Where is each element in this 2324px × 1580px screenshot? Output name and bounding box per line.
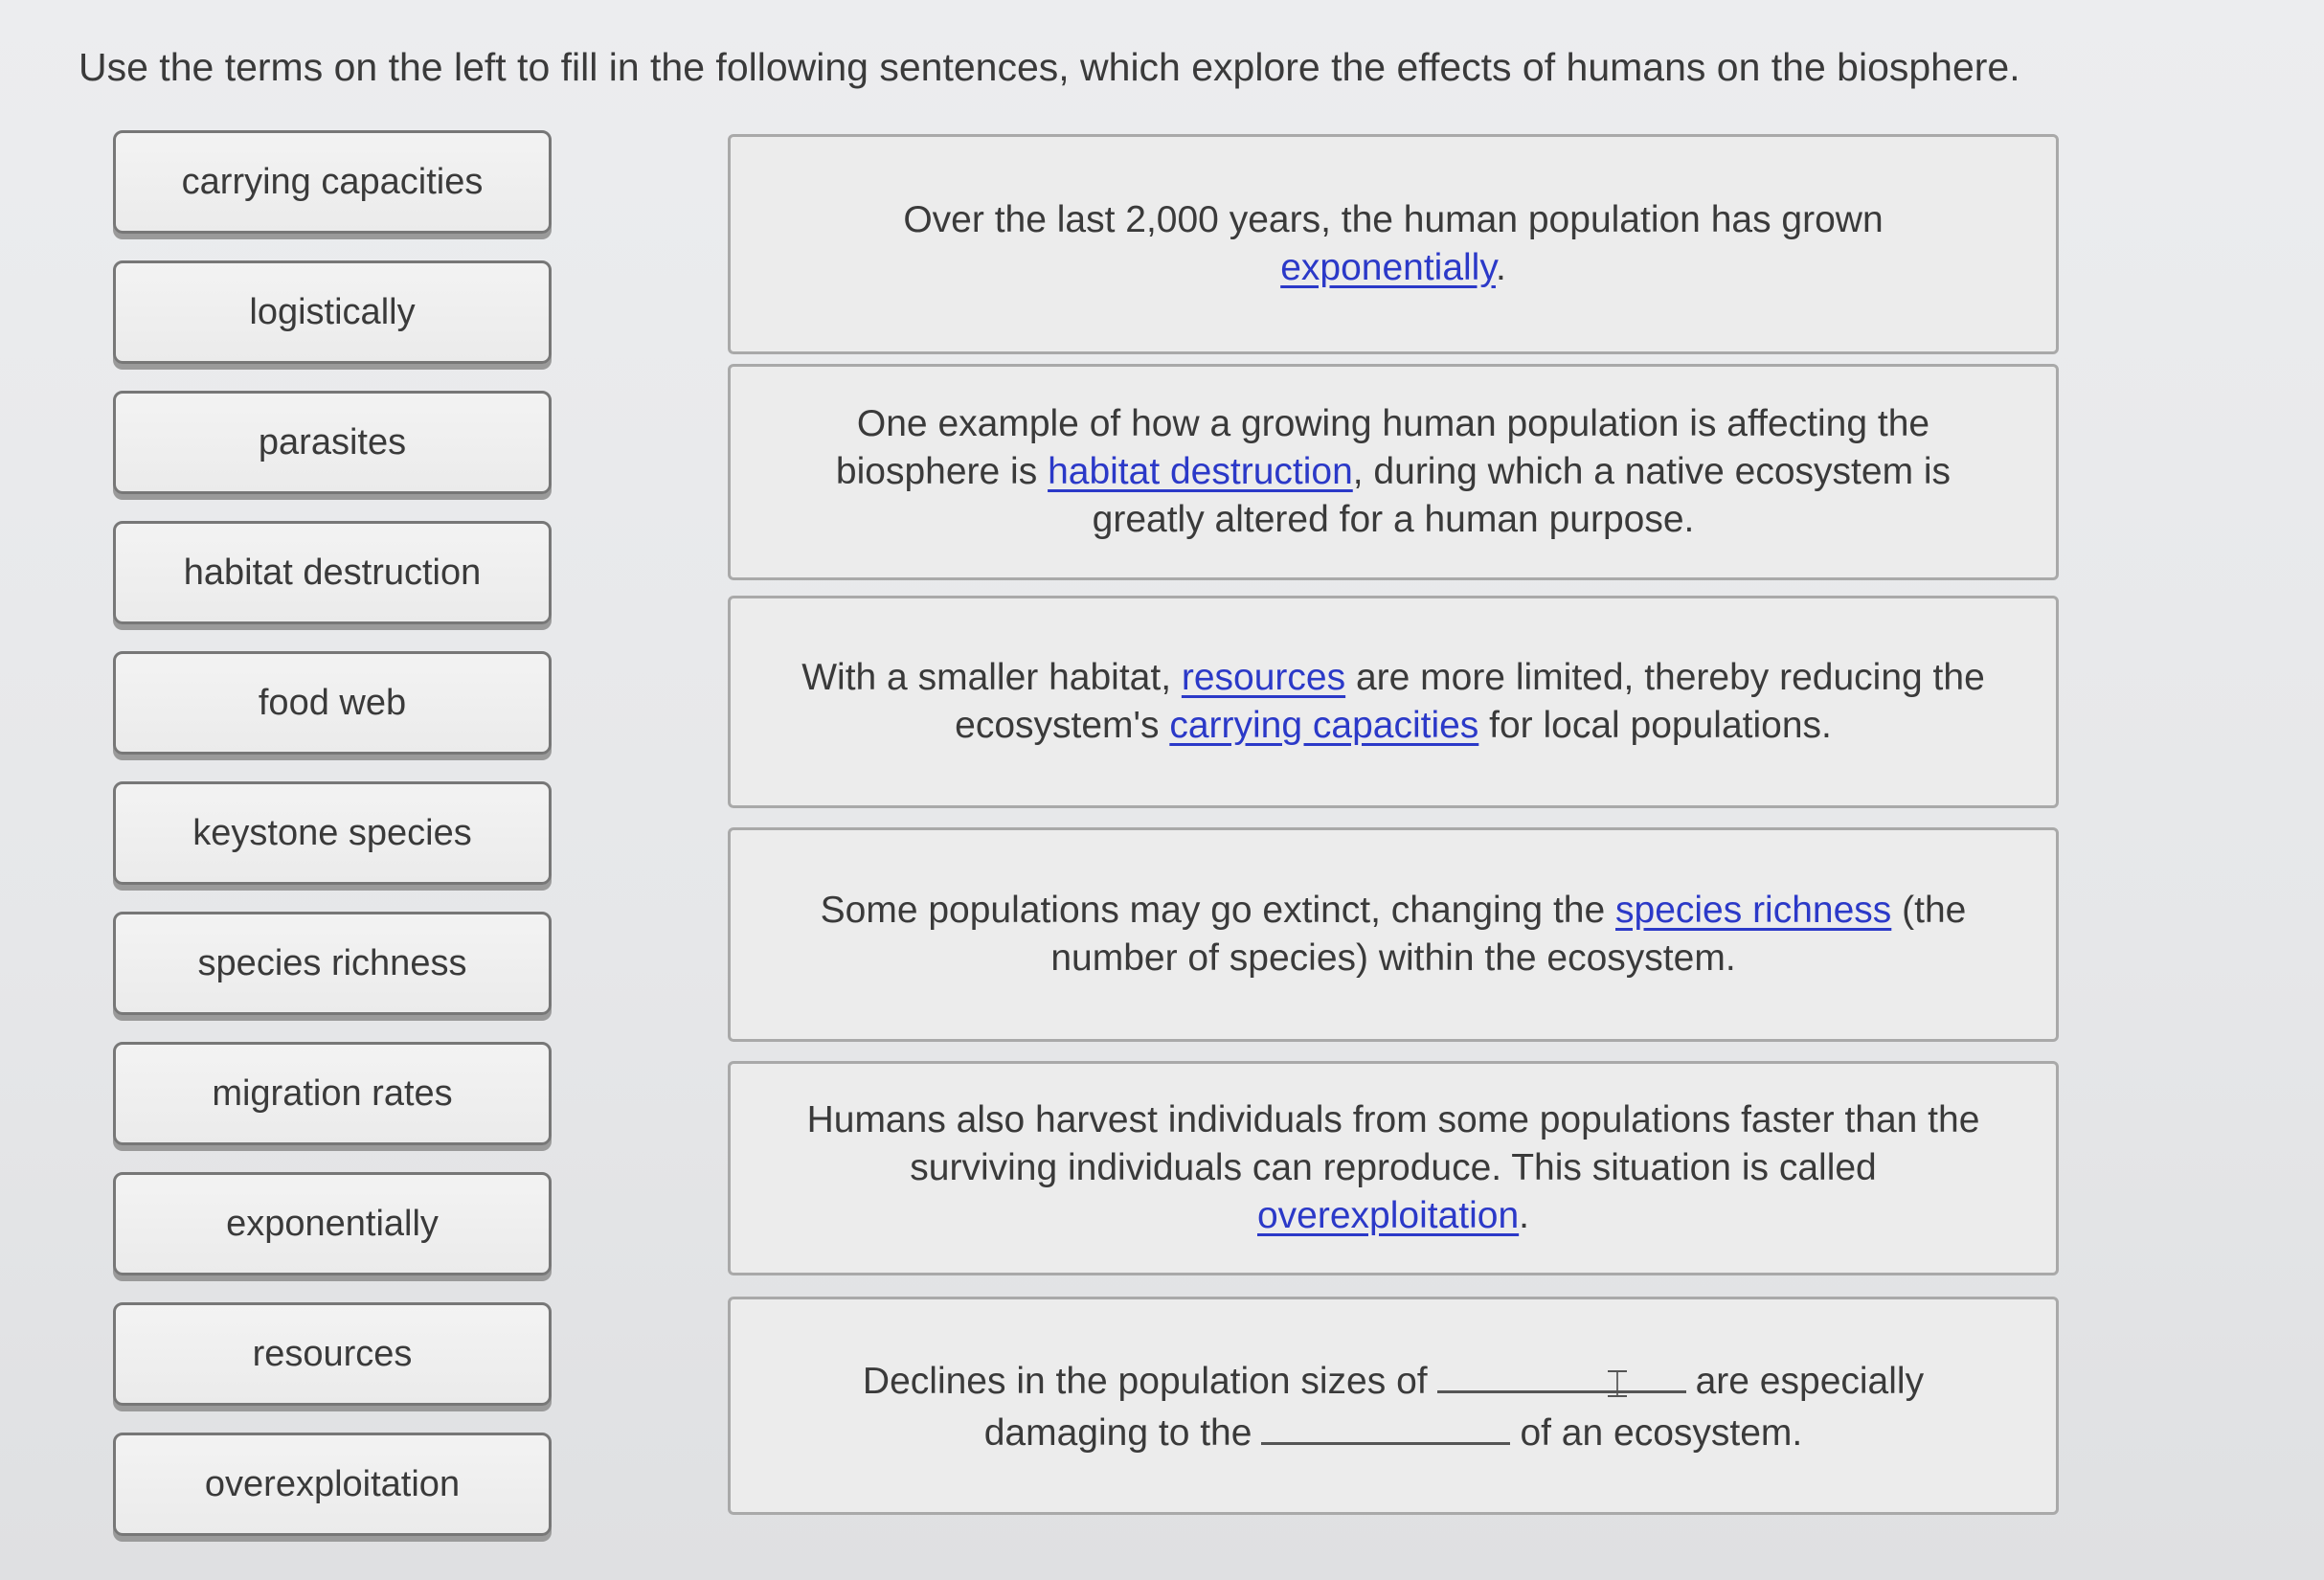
term-habitat-destruction[interactable]: habitat destruction: [113, 521, 552, 624]
sentence-text: Declines in the population sizes of: [862, 1361, 1428, 1402]
sentence-box-2: [728, 364, 2059, 580]
sentence-text: , during which a native ecosystem is greatly altered for a human purpose.: [1092, 451, 1952, 540]
sentence-text: (the number of species) within the ecosystem.: [1050, 890, 1967, 979]
drop-blank-2[interactable]: [1261, 1406, 1510, 1445]
sentence-box-1: [728, 134, 2059, 354]
sentence-6: [769, 1354, 2018, 1457]
term-migration-rates[interactable]: migration rates: [113, 1042, 552, 1145]
sentence-text: One example of how a growing human population is affecting the biosphere is: [835, 403, 1930, 492]
sentence-text: Humans also harvest individuals from some populations faster than the surviving individuals can reproduce. This situation is called: [806, 1099, 1980, 1188]
text-cursor-icon: ⌶: [1606, 1364, 1629, 1406]
sentence-text: Over the last 2,000 years, the human population has grown: [903, 199, 1884, 240]
sentence-3: [769, 654, 2018, 750]
drop-blank-1[interactable]: [1437, 1354, 1686, 1393]
sentence-5: [769, 1096, 2018, 1240]
sentence-box-4: [728, 827, 2059, 1042]
term-keystone-species[interactable]: keystone species: [113, 781, 552, 885]
sentence-2: [769, 400, 2018, 544]
sentence-4: [769, 887, 2018, 982]
answer-carrying-capacities[interactable]: carrying capacities: [1169, 705, 1479, 746]
answer-overexploitation[interactable]: overexploitation: [1256, 1195, 1520, 1236]
answer-habitat-destruction[interactable]: habitat destruction: [1048, 451, 1353, 492]
sentence-text: .: [1519, 1195, 1529, 1236]
sentence-box-5: [728, 1061, 2059, 1275]
sentence-text: for local populations.: [1478, 705, 1832, 746]
term-logistically[interactable]: logistically: [113, 260, 552, 364]
sentence-text: Some populations may go extinct, changing the: [820, 890, 1615, 931]
term-overexploitation[interactable]: overexploitation: [113, 1433, 552, 1536]
term-carrying-capacities[interactable]: carrying capacities: [113, 130, 552, 234]
sentence-text: .: [1495, 247, 1506, 288]
sentence-text: are especially damaging to the: [983, 1361, 1925, 1454]
term-exponentially[interactable]: exponentially: [113, 1172, 552, 1275]
answer-resources[interactable]: resources: [1181, 657, 1346, 698]
term-food-web[interactable]: food web: [113, 651, 552, 755]
answer-exponentially[interactable]: exponentially: [1280, 247, 1496, 288]
sentence-text: are more limited, thereby reducing the ecosystem's: [955, 657, 1985, 746]
instructions-text: Use the terms on the left to fill in the following sentences, which explore the effects of humans on the biosphere.: [79, 45, 2020, 89]
answer-species-richness[interactable]: species richness: [1615, 890, 1892, 931]
sentence-text: of an ecosystem.: [1520, 1412, 1803, 1454]
term-resources[interactable]: resources: [113, 1302, 552, 1406]
sentence-box-6: [728, 1297, 2059, 1515]
sentence-1: [769, 196, 2018, 292]
sentence-box-3: [728, 596, 2059, 808]
term-species-richness[interactable]: species richness: [113, 912, 552, 1015]
term-parasites[interactable]: parasites: [113, 391, 552, 494]
sentence-text: With a smaller habitat,: [801, 657, 1182, 698]
